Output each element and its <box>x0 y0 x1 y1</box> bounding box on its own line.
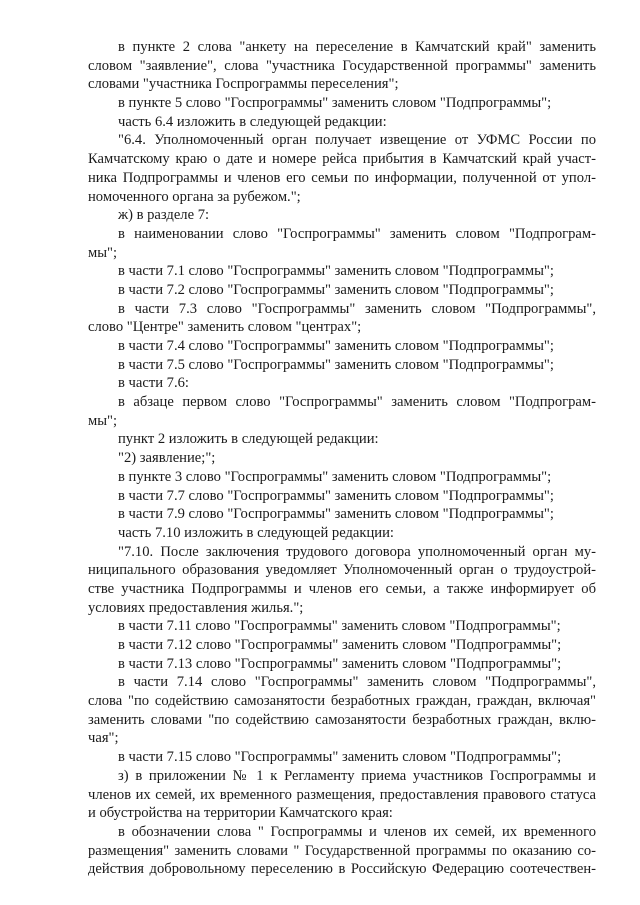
text-line: пункт 2 изложить в следующей редакции: <box>118 431 379 448</box>
text-line: в части 7.7 слово "Госпрограммы" заменить словом "Подпрограммы"; <box>118 487 554 504</box>
text-line: в части 7.1 слово "Госпрограммы" заменить словом "Подпрограммы"; <box>118 263 554 280</box>
text-line: мы"; <box>88 244 118 261</box>
text-line: в части 7.14 слово "Госпрограммы" заменить словом "Подпрограммы", <box>118 674 596 691</box>
text-line: мы"; <box>88 412 118 429</box>
text-line: номоченного органа за рубежом."; <box>88 188 301 205</box>
text-line: в части 7.15 слово "Госпрограммы" заменить словом "Подпрограммы"; <box>118 749 562 766</box>
text-line: в части 7.4 слово "Госпрограммы" заменить словом "Подпрограммы"; <box>118 338 554 354</box>
text-line: словом "заявление", слова "участника Государственной программы" заменить <box>88 57 596 74</box>
text-line: в части 7.12 слово "Госпрограммы" заменить словом "Подпрограммы"; <box>118 637 562 653</box>
text-line: в части 7.9 слово "Госпрограммы" заменить словом "Подпрограммы"; <box>118 506 554 523</box>
text-line: в части 7.3 слово "Госпрограммы" заменить словом "Подпрограммы", <box>118 300 596 317</box>
text-line: в пункте 5 слово "Госпрограммы" заменить словом "Подпрограммы"; <box>118 95 552 112</box>
text-line: в обозначении слова " Госпрограммы и членов их семей, их временного <box>118 823 596 840</box>
text-line: ника Подпрограммы и членов его семьи по информации, полученной от упол- <box>88 169 596 186</box>
text-line: часть 7.10 изложить в следующей редакции: <box>118 524 394 541</box>
text-line: в наименовании слово "Госпрограммы" заменить словом "Подпрограм- <box>118 225 596 242</box>
text-line: в пункте 3 слово "Госпрограммы" заменить словом "Подпрограммы"; <box>118 468 552 485</box>
text-line: членов их семей, их временного размещения, предоставления правового статуса <box>88 786 596 803</box>
text-line: в части 7.11 слово "Госпрограммы" заменить словом "Подпрограммы"; <box>118 618 561 635</box>
text-line: условиях предоставления жилья."; <box>88 599 304 616</box>
text-line: ниципального образования уведомляет Уполномоченный орган о трудоустрой- <box>88 562 596 579</box>
text-line: з) в приложении № 1 к Регламенту приема участников Госпрограммы и <box>118 767 596 784</box>
text-line: в части 7.13 слово "Госпрограммы" заменить словом "Подпрограммы"; <box>118 655 562 672</box>
text-line: в части 7.2 слово "Госпрограммы" заменить словом "Подпрограммы"; <box>118 281 554 298</box>
text-line: в части 7.5 слово "Госпрограммы" заменить словом "Подпрограммы"; <box>118 356 554 373</box>
text-line: Камчатскому краю о дате и номере рейса прибытия в Камчатский край участ- <box>88 151 596 168</box>
text-line: чая"; <box>88 730 119 747</box>
text-line: и обустройства на территории Камчатского края: <box>88 805 393 822</box>
text-line: часть 6.4 изложить в следующей редакции: <box>118 113 387 130</box>
text-line: "2) заявление;"; <box>118 450 216 467</box>
text-line: заменить словами "по содействию самозанятости безработных граждан, вклю- <box>88 711 596 728</box>
text-line: словами "участника Госпрограммы переселения"; <box>88 76 399 93</box>
text-line: ж) в разделе 7: <box>118 207 210 224</box>
text-line: "7.10. После заключения трудового договора уполномоченный орган му- <box>118 543 596 560</box>
text-line: "6.4. Уполномоченный орган получает извещение от УФМС России по <box>118 132 596 149</box>
text-line: слово "Центре" заменить словом "центрах"; <box>88 319 362 336</box>
text-line: слова "по содействию самозанятости безработных граждан, граждан, включая" <box>88 693 596 710</box>
text-line: стве участника Подпрограммы и членов его семьи, а также информирует об <box>88 580 596 597</box>
document-body <box>88 38 596 879</box>
text-line: размещения" заменить словами " Государственной программы по оказанию со- <box>88 842 596 859</box>
text-line: действия добровольному переселению в Российскую Федерацию соотечествен- <box>88 861 596 878</box>
text-line: в пункте 2 слова "анкету на переселение в Камчатский край" заменить <box>118 39 596 55</box>
text-line: в абзаце первом слово "Госпрограммы" заменить словом "Подпрограм- <box>118 394 596 411</box>
text-line: в части 7.6: <box>118 375 189 392</box>
